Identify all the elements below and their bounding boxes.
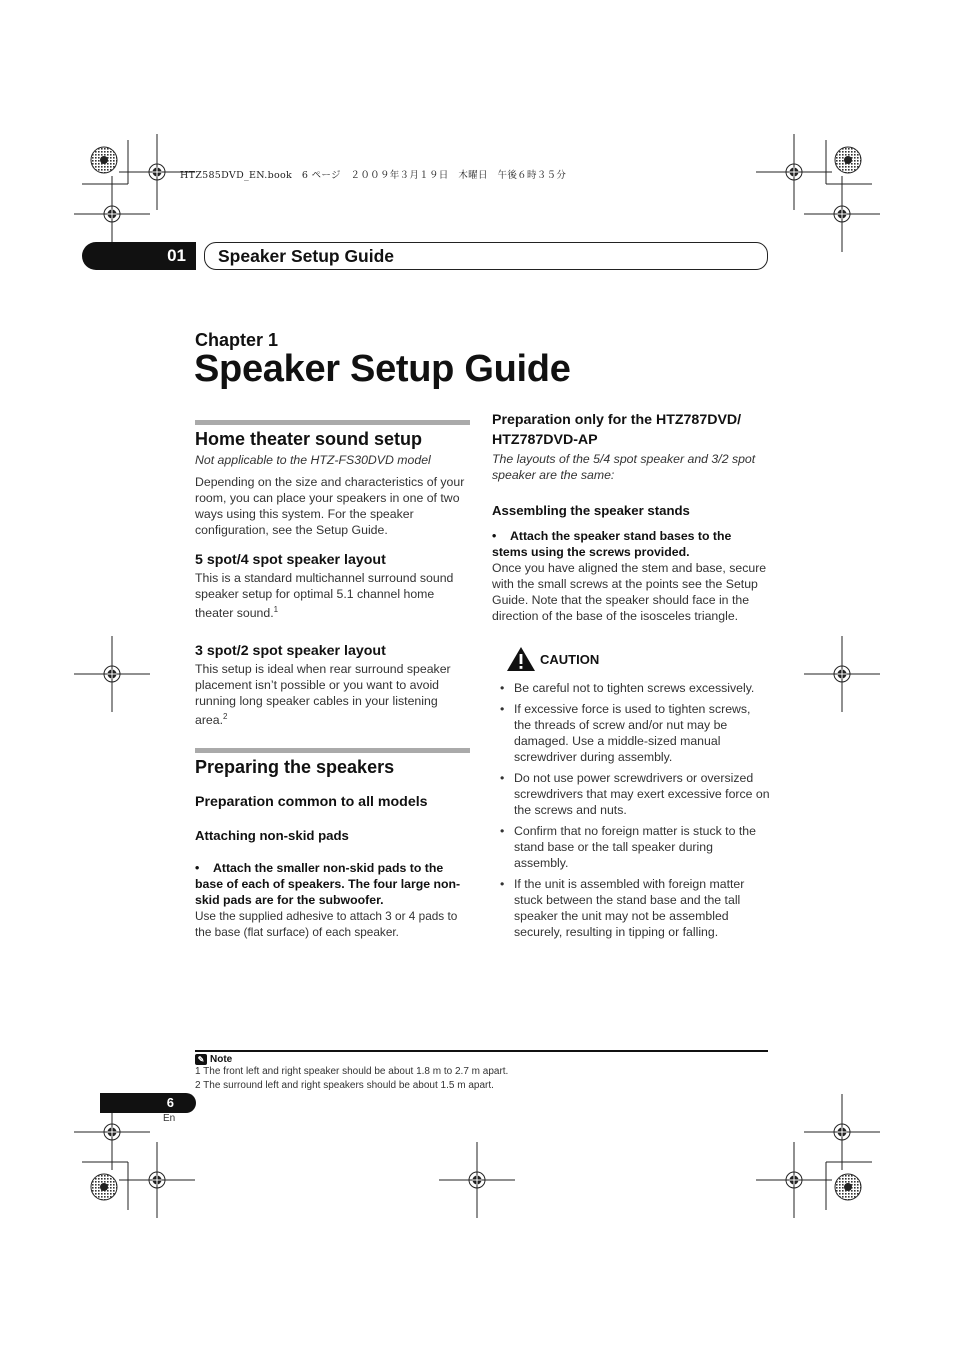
section-heading-home-theater: Home theater sound setup xyxy=(195,429,423,449)
caution-list xyxy=(492,680,770,940)
section-rule xyxy=(195,420,470,425)
caution-item: • Do not use power screwdrivers or oversized screwdrivers that may exert excessive force on the screws and nuts. xyxy=(492,770,770,818)
footnote-ref-2: 2 xyxy=(223,712,228,722)
step-attach-stand: • Attach the speaker stand bases to the stems using the screws provided. xyxy=(492,529,732,559)
heading-3spot-layout: 3 spot/2 spot speaker layout xyxy=(195,643,386,660)
heading-preparation-common: Preparation common to all models xyxy=(195,794,428,811)
layouts-note: The layouts of the 5/4 spot speaker and 3/2 spot speaker are the same: xyxy=(492,452,756,482)
pads-body: Use the supplied adhesive to attach 3 or 4 pads to the base (flat surface) of each speaker. xyxy=(195,909,458,940)
stand-body: Once you have aligned the stem and base, secure with the small screws at the points see the Setup Guide. Note that the speaker should face in the direction of the base of the isosceles triangle. xyxy=(492,561,767,623)
home-theater-body: Depending on the size and characteristics of your room, you can place your speakers in one of two ways using this system. For the speaker configuration, see the Setup Guide. xyxy=(195,475,465,537)
note-icon: ✎ xyxy=(195,1054,207,1065)
heading-non-skid-pads: Attaching non-skid pads xyxy=(195,828,349,844)
chapter-label: Chapter 1 xyxy=(195,330,279,350)
chapter-tab-number: 01 xyxy=(82,242,196,270)
section-rule xyxy=(195,748,470,753)
print-header: HTZ585DVD_EN.book 6 ページ ２００９年３月１９日 木曜日 午後６時３５分 xyxy=(180,170,567,181)
chapter-title: Speaker Setup Guide xyxy=(194,348,571,390)
notes-label: Note xyxy=(210,1053,233,1065)
heading-htz787-preparation: Preparation only for the HTZ787DVD/ HTZ787DVD-AP xyxy=(492,412,742,448)
warning-icon xyxy=(506,646,536,672)
page-number: 6 xyxy=(100,1093,196,1113)
caution-label: CAUTION xyxy=(540,651,600,667)
notes-section xyxy=(195,1050,768,1093)
notes-rule xyxy=(195,1050,768,1052)
caution-item: • Confirm that no foreign matter is stuck to the stand base or the tall speaker during assembly. xyxy=(492,823,770,871)
heading-assembling-stands: Assembling the speaker stands xyxy=(492,503,690,518)
5spot-layout-body xyxy=(195,570,470,621)
page-language: En xyxy=(163,1113,176,1124)
model-note: Not applicable to the HTZ-FS30DVD model xyxy=(195,453,431,467)
step-attach-pads: • Attach the smaller non-skid pads to the base of each of speakers. The four large non-skid pads are for the subwoofer. xyxy=(195,861,461,908)
5spot-layout-text: This is a standard multichannel surround sound speaker setup for optimal 5.1 channel home theater sound. xyxy=(195,571,454,621)
chapter-tab-title: Speaker Setup Guide xyxy=(218,246,395,266)
caution-header xyxy=(506,646,770,672)
heading-5spot-layout: 5 spot/4 spot speaker layout xyxy=(195,552,386,568)
3spot-layout-text: This setup is ideal when rear surround speaker placement isn’t possible or you want to avoid running long speaker cables in your listening area. xyxy=(195,662,451,728)
footnote-ref-1: 1 xyxy=(273,605,279,614)
left-column xyxy=(195,420,470,940)
footnote-1: 1 The front left and right speaker should be about 1.8 m to 2.7 m apart. xyxy=(195,1065,509,1077)
notes-header xyxy=(195,1054,768,1065)
section-heading-preparing: Preparing the speakers xyxy=(195,757,395,778)
3spot-layout-body xyxy=(195,661,470,728)
caution-item: • If excessive force is used to tighten screws, the threads of screw and/or nut may be damaged. Use a middle-sized manual screwdriver during assembly. xyxy=(492,701,770,765)
chapter-tab-title-box xyxy=(204,242,768,270)
right-column xyxy=(492,410,770,945)
footnote-2: 2 The surround left and right speakers should be about 1.5 m apart. xyxy=(195,1079,494,1091)
caution-item: • Be careful not to tighten screws excessively. xyxy=(492,680,770,696)
caution-item: • If the unit is assembled with foreign matter stuck between the stand base and the tall speaker the unit may not be assembled securely, resulting in tipping or falling. xyxy=(492,876,770,940)
